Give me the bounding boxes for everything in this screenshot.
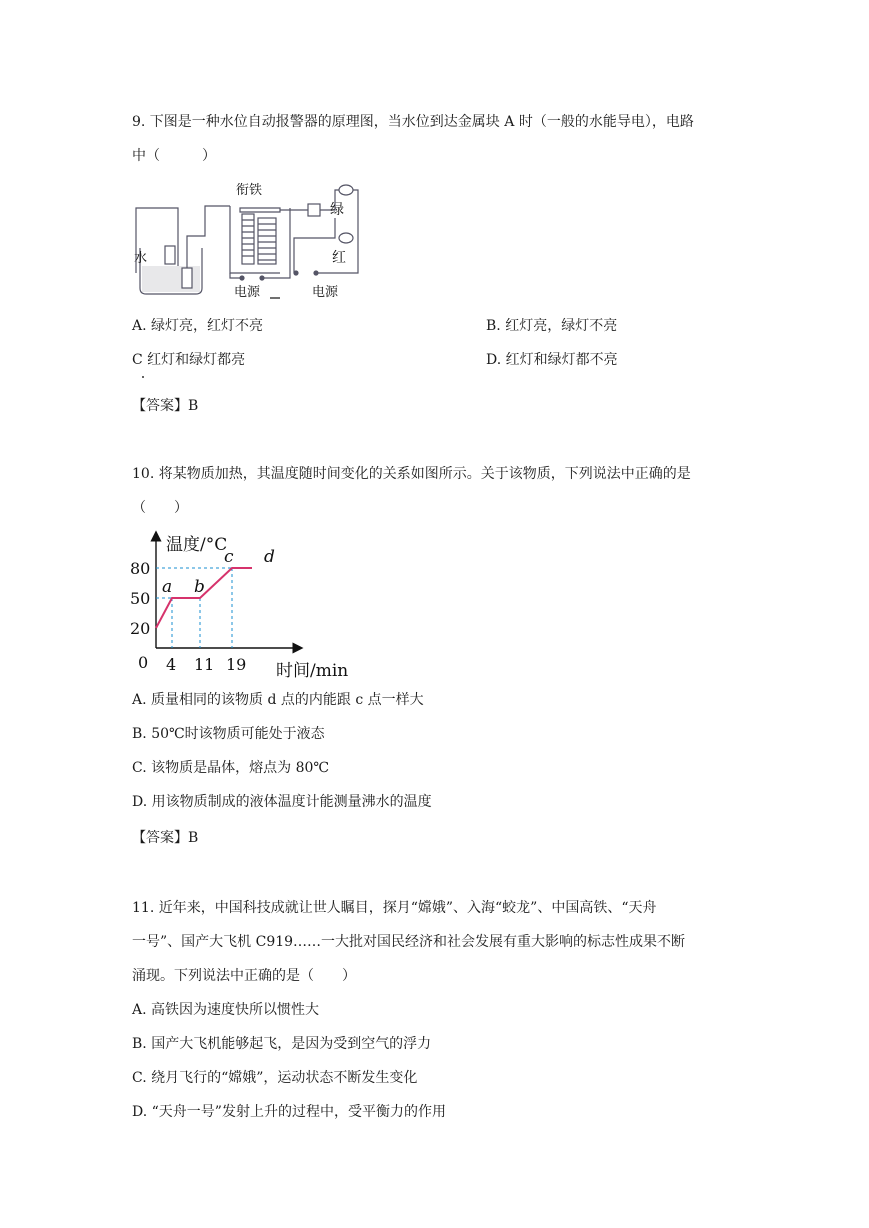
chart-y-tick-50: 50 [130,589,151,608]
q9-label-armature: 衔铁 [236,183,263,198]
q9-option-c: C 红灯和绿灯都亮 [132,352,246,368]
q11-stem-line1: 11. 近年来，中国科技成就让世人瞩目，探月“嫦娥”、入海“蛟龙”、中国高铁、“天舟 [132,900,657,916]
q11-stem-line2: 一号”、国产大飞机 C919……一大批对国民经济和社会发展有重大影响的标志性成果不断 [132,934,686,950]
q11-option-c: C. 绕月飞行的“嫦娥”，运动状态不断发生变化 [132,1070,418,1086]
q11-stem-line3: 涌现。下列说法中正确的是（ ） [132,968,356,984]
chart-ylabel: 温度/°C [166,535,228,555]
q10-option-a: A. 质量相同的该物质 d 点的内能跟 c 点一样大 [132,692,424,708]
q11-option-a: A. 高铁因为速度快所以惯性大 [132,1002,320,1018]
stray-dot [142,376,144,378]
q10-option-d: D. 用该物质制成的液体温度计能测量沸水的温度 [132,794,432,810]
chart-xlabel: 时间/min [276,661,349,680]
q10-option-c: C. 该物质是晶体，熔点为 80℃ [132,760,330,776]
q11-option-d: D. “天舟一号”发射上升的过程中，受平衡力的作用 [132,1104,446,1120]
chart-point-label-d: d [264,547,275,567]
q9-label-water: 水 [134,251,148,266]
chart-y-tick-80: 80 [130,559,151,578]
q9-label-power1: 电源 [234,285,261,300]
q10-stem-line2: （ ） [132,500,188,516]
chart-point-label-a: a [162,577,173,597]
chart-point-label-c: c [224,547,234,567]
q9-stem-line2: 中（ ） [132,148,216,164]
q9-stem-line1: 9. 下图是一种水位自动报警器的原理图，当水位到达金属块 A 时（一般的水能导电），电路 [132,114,694,130]
q9-relay-circuit-figure [130,178,370,302]
q9-label-green: 绿 [330,202,344,218]
chart-x-tick-19: 19 [226,655,247,674]
q9-option-b: B. 红灯亮，绿灯不亮 [486,318,618,334]
q9-option-d: D. 红灯和绿灯都不亮 [486,352,618,368]
chart-y-tick-20: 20 [130,619,151,638]
chart-point-label-b: b [194,577,205,597]
q9-label-power2: 电源 [312,285,339,300]
q9-label-red: 红 [332,250,346,266]
q9-option-a: A. 绿灯亮，红灯不亮 [132,318,264,334]
q10-answer: 【答案】B [132,830,199,846]
q10-temperature-chart [128,528,358,680]
chart-x-tick-11: 11 [194,655,215,674]
q10-stem-line1: 10. 将某物质加热，其温度随时间变化的关系如图所示。关于该物质，下列说法中正确的是 [132,466,691,482]
q10-option-b: B. 50℃时该物质可能处于液态 [132,726,325,742]
q11-option-b: B. 国产大飞机能够起飞，是因为受到空气的浮力 [132,1036,432,1052]
chart-x-tick-4: 4 [166,655,177,674]
chart-origin: 0 [138,653,149,672]
q9-answer: 【答案】B [132,398,199,414]
